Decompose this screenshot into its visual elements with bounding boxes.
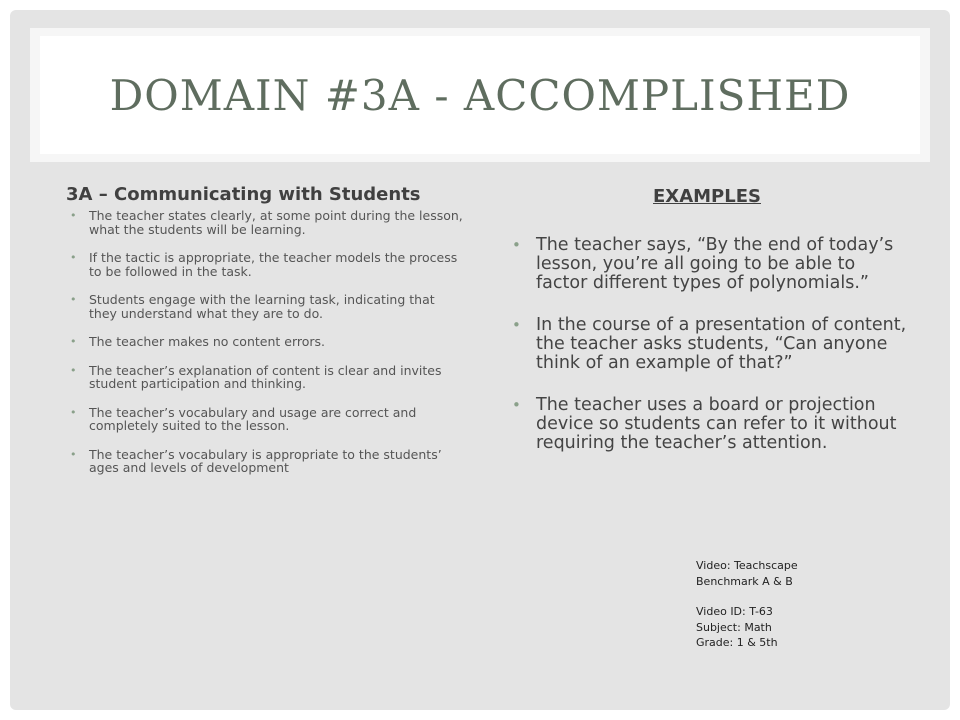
criteria-item: • If the tactic is appropriate, the teacher models the process to be followed in the task.	[66, 251, 466, 278]
video-subject: Subject: Math	[696, 620, 772, 634]
examples-heading: EXAMPLES	[653, 186, 761, 207]
video-info	[696, 558, 798, 651]
left-heading: 3A – Communicating with Students	[66, 184, 421, 205]
criteria-item: • Students engage with the learning task, indicating that they understand what they are to do.	[66, 293, 466, 320]
video-id: Video ID: T-63	[696, 605, 773, 618]
right-column	[502, 182, 912, 476]
example-item: • The teacher uses a board or projection device so students can refer to it without requiring the teacher’s attention.	[502, 396, 912, 453]
slide-title: DOMAIN #3A - ACCOMPLISHED	[109, 70, 851, 120]
criteria-item: • The teacher makes no content errors.	[66, 335, 466, 349]
left-column	[66, 184, 466, 490]
slide	[10, 10, 950, 710]
criteria-item: • The teacher’s explanation of content is clear and invites student participation and thinking.	[66, 364, 466, 391]
video-grade: Grade: 1 & 5th	[696, 636, 778, 649]
criteria-list	[66, 209, 466, 475]
criteria-item: • The teacher states clearly, at some point during the lesson, what the students will be learning.	[66, 209, 466, 236]
title-box	[40, 36, 920, 154]
example-item: • The teacher says, “By the end of today’s lesson, you’re all going to be able to factor different types of polynomials.”	[502, 236, 912, 293]
video-benchmark: Benchmark A & B	[696, 574, 793, 588]
title-frame	[30, 28, 930, 162]
example-item: • In the course of a presentation of content, the teacher asks students, “Can anyone think of an example of that?”	[502, 316, 912, 373]
criteria-item: • The teacher’s vocabulary is appropriate to the students’ ages and levels of development	[66, 448, 466, 475]
criteria-item: • The teacher’s vocabulary and usage are correct and completely suited to the lesson.	[66, 406, 466, 433]
examples-list	[502, 236, 912, 453]
video-source: Video: Teachscape	[696, 559, 798, 572]
